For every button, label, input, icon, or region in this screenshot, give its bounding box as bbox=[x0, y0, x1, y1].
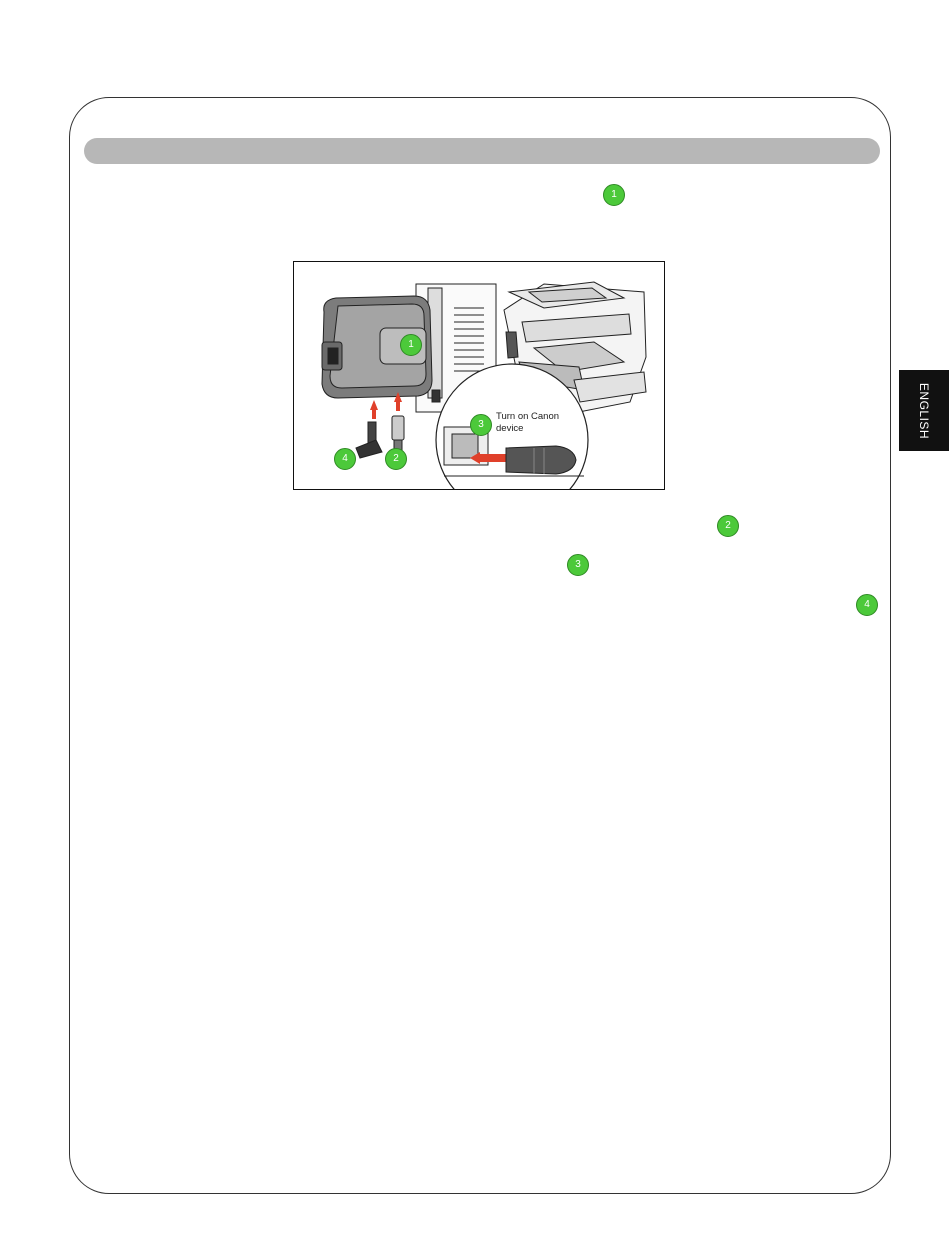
callout-badge-2: 2 bbox=[717, 515, 739, 537]
figure-badge-3: 3 bbox=[470, 414, 492, 436]
callout-badge-1: 1 bbox=[603, 184, 625, 206]
inset-caption-line1: Turn on Canon bbox=[496, 411, 560, 422]
language-tab bbox=[899, 370, 949, 451]
figure-badge-4: 4 bbox=[334, 448, 356, 470]
inset-caption-line2: device bbox=[496, 423, 524, 434]
callout-badge-3: 3 bbox=[567, 554, 589, 576]
figure-badge-2: 2 bbox=[385, 448, 407, 470]
figure-badge-1: 1 bbox=[400, 334, 422, 356]
device-illustration bbox=[293, 261, 665, 490]
language-tab-label: ENGLISH bbox=[917, 382, 931, 439]
callout-badge-4: 4 bbox=[856, 594, 878, 616]
inset-caption bbox=[496, 411, 559, 435]
section-header-bar bbox=[84, 138, 880, 164]
